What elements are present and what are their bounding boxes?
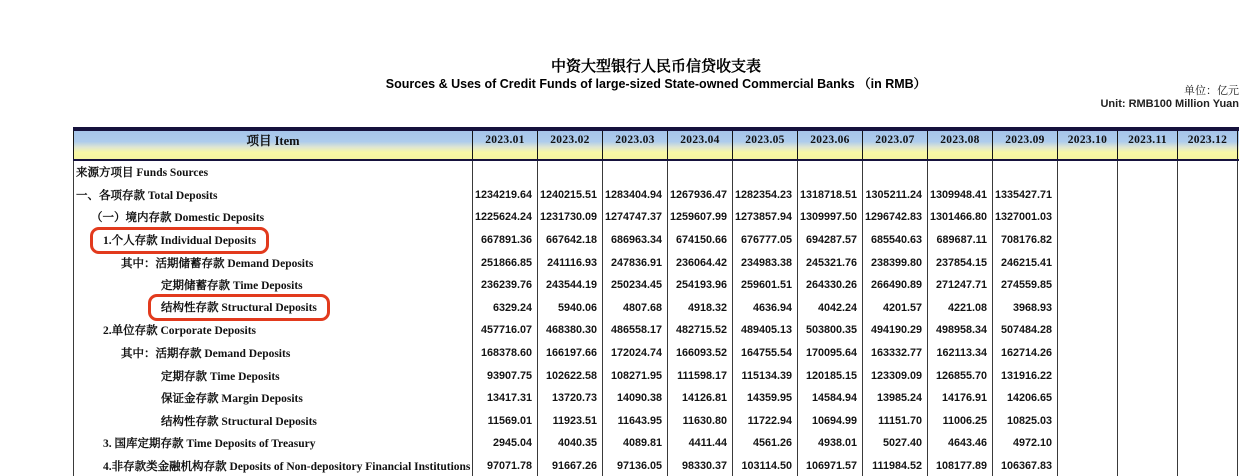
row-label (73, 342, 473, 365)
row-label-text: 3. 国库定期存款 Time Deposits of Treasury (103, 438, 316, 451)
data-cell: 3968.93 (993, 297, 1058, 320)
data-cell: 11006.25 (928, 410, 993, 433)
data-cell: 266490.89 (863, 274, 928, 297)
data-cell (1058, 161, 1118, 184)
data-cell (1118, 387, 1178, 410)
data-cell: 126855.70 (928, 364, 993, 387)
data-cell: 5940.06 (538, 297, 603, 320)
data-cell (1118, 342, 1178, 365)
row-label-text: 定期存款 Time Deposits (161, 370, 280, 383)
data-cell: 1296742.83 (863, 206, 928, 229)
table-row (73, 274, 1239, 297)
column-header-2023.01: 2023.01 (473, 131, 538, 159)
data-cell: 1274747.37 (603, 206, 668, 229)
data-cell: 5027.40 (863, 432, 928, 455)
row-label (73, 364, 473, 387)
data-cell: 102622.58 (538, 364, 603, 387)
data-cell: 4040.35 (538, 432, 603, 455)
data-cell: 494190.29 (863, 319, 928, 342)
data-cell (1058, 251, 1118, 274)
data-cell: 246215.41 (993, 251, 1058, 274)
page-subtitle: Sources & Uses of Credit Funds of large-sized State-owned Commercial Banks （in RMB） (385, 77, 927, 91)
data-cell: 250234.45 (603, 274, 668, 297)
data-cell (1118, 364, 1178, 387)
row-label (73, 251, 473, 274)
page-title: 中资大型银行人民币信贷收支表 (550, 57, 761, 75)
data-cell: 91667.26 (538, 455, 603, 476)
data-cell (1058, 206, 1118, 229)
data-cell: 14584.94 (798, 387, 863, 410)
row-label-text: 保证金存款 Margin Deposits (161, 393, 303, 406)
data-cell (1178, 184, 1238, 207)
data-cell: 271247.71 (928, 274, 993, 297)
data-cell: 1234219.64 (473, 184, 538, 207)
data-cell: 11569.01 (473, 410, 538, 433)
data-cell: 4042.24 (798, 297, 863, 320)
data-cell: 4411.44 (668, 432, 733, 455)
column-header-2023.07: 2023.07 (863, 131, 928, 159)
data-cell: 166197.66 (538, 342, 603, 365)
data-cell: 1259607.99 (668, 206, 733, 229)
data-cell: 4561.26 (733, 432, 798, 455)
credit-funds-table (73, 127, 1239, 476)
data-cell: 468380.30 (538, 319, 603, 342)
data-cell (1118, 319, 1178, 342)
data-cell: 482715.52 (668, 319, 733, 342)
data-cell: 6329.24 (473, 297, 538, 320)
data-cell: 108271.95 (603, 364, 668, 387)
data-cell (1118, 184, 1178, 207)
table-row (73, 455, 1239, 476)
data-cell (798, 161, 863, 184)
data-cell: 1267936.47 (668, 184, 733, 207)
row-label (73, 387, 473, 410)
row-label-text: 来源方项目 Funds Sources (76, 167, 209, 180)
row-label (73, 297, 473, 320)
data-cell: 4643.46 (928, 432, 993, 455)
unit-label-en: Unit: RMB100 Million Yuan (1100, 98, 1239, 110)
data-cell (1058, 274, 1118, 297)
data-cell: 457716.07 (473, 319, 538, 342)
data-cell: 667891.36 (473, 229, 538, 252)
data-cell: 498958.34 (928, 319, 993, 342)
data-cell: 489405.13 (733, 319, 798, 342)
table-row (73, 432, 1239, 455)
data-cell: 10825.03 (993, 410, 1058, 433)
data-cell: 13417.31 (473, 387, 538, 410)
data-cell: 251866.85 (473, 251, 538, 274)
column-header-2023.02: 2023.02 (538, 131, 603, 159)
data-cell: 676777.05 (733, 229, 798, 252)
data-cell: 1309997.50 (798, 206, 863, 229)
data-cell (1178, 342, 1238, 365)
column-header-2023.08: 2023.08 (928, 131, 993, 159)
data-cell: 11722.94 (733, 410, 798, 433)
row-label-text: （一）境内存款 Domestic Deposits (91, 212, 265, 225)
data-cell: 486558.17 (603, 319, 668, 342)
data-cell: 667642.18 (538, 229, 603, 252)
data-cell (1058, 410, 1118, 433)
data-cell (473, 161, 538, 184)
data-cell: 120185.15 (798, 364, 863, 387)
table-row (73, 297, 1239, 320)
data-cell: 93907.75 (473, 364, 538, 387)
row-label (73, 432, 473, 455)
column-header-item: 项目 Item (73, 131, 473, 159)
data-cell: 236239.76 (473, 274, 538, 297)
column-header-2023.04: 2023.04 (668, 131, 733, 159)
data-cell (1118, 410, 1178, 433)
data-cell: 106971.57 (798, 455, 863, 476)
data-cell: 237854.15 (928, 251, 993, 274)
data-cell (1118, 161, 1178, 184)
data-cell (1178, 455, 1238, 476)
data-cell (1058, 184, 1118, 207)
data-cell (1178, 229, 1238, 252)
data-cell: 168378.60 (473, 342, 538, 365)
data-cell: 166093.52 (668, 342, 733, 365)
column-header-2023.11: 2023.11 (1118, 131, 1178, 159)
data-cell (538, 161, 603, 184)
data-cell (1178, 364, 1238, 387)
data-cell (1058, 319, 1118, 342)
data-cell (1058, 342, 1118, 365)
table-row (73, 319, 1239, 342)
data-cell: 4201.57 (863, 297, 928, 320)
data-cell (1178, 161, 1238, 184)
data-cell: 1327001.03 (993, 206, 1058, 229)
data-cell: 686963.34 (603, 229, 668, 252)
data-cell: 236064.42 (668, 251, 733, 274)
data-cell (1178, 319, 1238, 342)
data-cell: 103114.50 (733, 455, 798, 476)
table-row (73, 161, 1239, 184)
data-cell (1058, 432, 1118, 455)
data-cell (1118, 251, 1178, 274)
data-cell: 4918.32 (668, 297, 733, 320)
row-label-text: 定期储蓄存款 Time Deposits (161, 280, 303, 293)
row-label-text: 2.单位存款 Corporate Deposits (103, 325, 256, 338)
data-cell: 162113.34 (928, 342, 993, 365)
data-cell (1178, 410, 1238, 433)
data-cell: 106367.83 (993, 455, 1058, 476)
data-cell (1178, 274, 1238, 297)
data-cell (668, 161, 733, 184)
table-row (73, 229, 1239, 252)
unit-block (1100, 85, 1239, 111)
column-header-2023.10: 2023.10 (1058, 131, 1118, 159)
data-cell: 13985.24 (863, 387, 928, 410)
data-cell: 111984.52 (863, 455, 928, 476)
data-cell: 4636.94 (733, 297, 798, 320)
data-cell: 674150.66 (668, 229, 733, 252)
data-cell: 1309948.41 (928, 184, 993, 207)
data-cell: 238399.80 (863, 251, 928, 274)
data-cell: 694287.57 (798, 229, 863, 252)
data-cell (1058, 387, 1118, 410)
red-highlight-box: 1.个人存款 Individual Deposits (90, 227, 269, 254)
data-cell: 264330.26 (798, 274, 863, 297)
row-label (73, 161, 473, 184)
column-header-2023.06: 2023.06 (798, 131, 863, 159)
red-highlight-box: 结构性存款 Structural Deposits (148, 294, 330, 321)
data-cell (1058, 229, 1118, 252)
data-cell: 245321.76 (798, 251, 863, 274)
data-cell: 1231730.09 (538, 206, 603, 229)
row-label (73, 206, 473, 229)
data-cell: 164755.54 (733, 342, 798, 365)
data-cell (1118, 206, 1178, 229)
data-cell: 1225624.24 (473, 206, 538, 229)
data-cell: 10694.99 (798, 410, 863, 433)
row-label (73, 184, 473, 207)
column-header-2023.05: 2023.05 (733, 131, 798, 159)
table-row (73, 342, 1239, 365)
data-cell: 1335427.71 (993, 184, 1058, 207)
data-cell (1118, 432, 1178, 455)
data-cell: 4938.01 (798, 432, 863, 455)
data-cell: 97136.05 (603, 455, 668, 476)
data-cell: 1305211.24 (863, 184, 928, 207)
data-cell: 14359.95 (733, 387, 798, 410)
data-cell: 1301466.80 (928, 206, 993, 229)
data-cell (1058, 297, 1118, 320)
data-cell: 11630.80 (668, 410, 733, 433)
data-cell (1058, 455, 1118, 476)
data-cell: 14126.81 (668, 387, 733, 410)
data-cell: 4221.08 (928, 297, 993, 320)
table-body (73, 161, 1239, 476)
data-cell: 259601.51 (733, 274, 798, 297)
data-cell: 1273857.94 (733, 206, 798, 229)
row-label (73, 274, 473, 297)
data-cell (1118, 297, 1178, 320)
data-cell (928, 161, 993, 184)
data-cell: 97071.78 (473, 455, 538, 476)
data-cell: 241116.93 (538, 251, 603, 274)
data-cell (733, 161, 798, 184)
table-row (73, 364, 1239, 387)
data-cell: 108177.89 (928, 455, 993, 476)
row-label (73, 319, 473, 342)
data-cell: 14176.91 (928, 387, 993, 410)
data-cell: 170095.64 (798, 342, 863, 365)
data-cell (993, 161, 1058, 184)
data-cell (1118, 455, 1178, 476)
row-label-text: 一、各项存款 Total Deposits (76, 189, 218, 202)
row-label-text: 4.非存款类金融机构存款 Deposits of Non-depository Financial Institutions (103, 461, 471, 474)
data-cell: 98330.37 (668, 455, 733, 476)
data-cell (863, 161, 928, 184)
row-label-text: 其中：活期存款 Demand Deposits (121, 348, 291, 361)
data-cell: 172024.74 (603, 342, 668, 365)
data-cell: 14090.38 (603, 387, 668, 410)
row-label-text: 结构性存款 Structural Deposits (161, 415, 317, 428)
row-label (73, 410, 473, 433)
data-cell: 4972.10 (993, 432, 1058, 455)
data-cell (1178, 297, 1238, 320)
data-cell: 254193.96 (668, 274, 733, 297)
column-header-2023.09: 2023.09 (993, 131, 1058, 159)
table-header-row (73, 131, 1239, 161)
data-cell (1178, 206, 1238, 229)
data-cell: 2945.04 (473, 432, 538, 455)
table-row (73, 184, 1239, 207)
data-cell (1118, 229, 1178, 252)
data-cell (1058, 364, 1118, 387)
data-cell: 111598.17 (668, 364, 733, 387)
column-header-2023.03: 2023.03 (603, 131, 668, 159)
row-label-text: 其中：活期储蓄存款 Demand Deposits (121, 257, 314, 270)
data-cell: 11643.95 (603, 410, 668, 433)
data-cell: 13720.73 (538, 387, 603, 410)
data-cell: 131916.22 (993, 364, 1058, 387)
data-cell: 234983.38 (733, 251, 798, 274)
data-cell: 115134.39 (733, 364, 798, 387)
table-row (73, 387, 1239, 410)
row-label (73, 229, 473, 252)
data-cell: 708176.82 (993, 229, 1058, 252)
table-row (73, 206, 1239, 229)
data-cell: 123309.09 (863, 364, 928, 387)
data-cell: 247836.91 (603, 251, 668, 274)
column-header-2023.12: 2023.12 (1178, 131, 1238, 159)
data-cell: 1282354.23 (733, 184, 798, 207)
data-cell: 274559.85 (993, 274, 1058, 297)
data-cell (1178, 432, 1238, 455)
data-cell (1118, 274, 1178, 297)
data-cell: 11923.51 (538, 410, 603, 433)
data-cell (603, 161, 668, 184)
data-cell: 163332.77 (863, 342, 928, 365)
data-cell: 11151.70 (863, 410, 928, 433)
data-cell: 4089.81 (603, 432, 668, 455)
data-cell: 162714.26 (993, 342, 1058, 365)
table-row (73, 251, 1239, 274)
data-cell: 1283404.94 (603, 184, 668, 207)
table-row (73, 410, 1239, 433)
row-label (73, 455, 473, 476)
unit-label-cn: 单位：亿元 (1184, 85, 1239, 97)
data-cell: 689687.11 (928, 229, 993, 252)
data-cell: 243544.19 (538, 274, 603, 297)
data-cell: 14206.65 (993, 387, 1058, 410)
data-cell (1178, 251, 1238, 274)
data-cell: 4807.68 (603, 297, 668, 320)
data-cell: 503800.35 (798, 319, 863, 342)
data-cell (1178, 387, 1238, 410)
data-cell: 1318718.51 (798, 184, 863, 207)
data-cell: 507484.28 (993, 319, 1058, 342)
data-cell: 1240215.51 (538, 184, 603, 207)
data-cell: 685540.63 (863, 229, 928, 252)
